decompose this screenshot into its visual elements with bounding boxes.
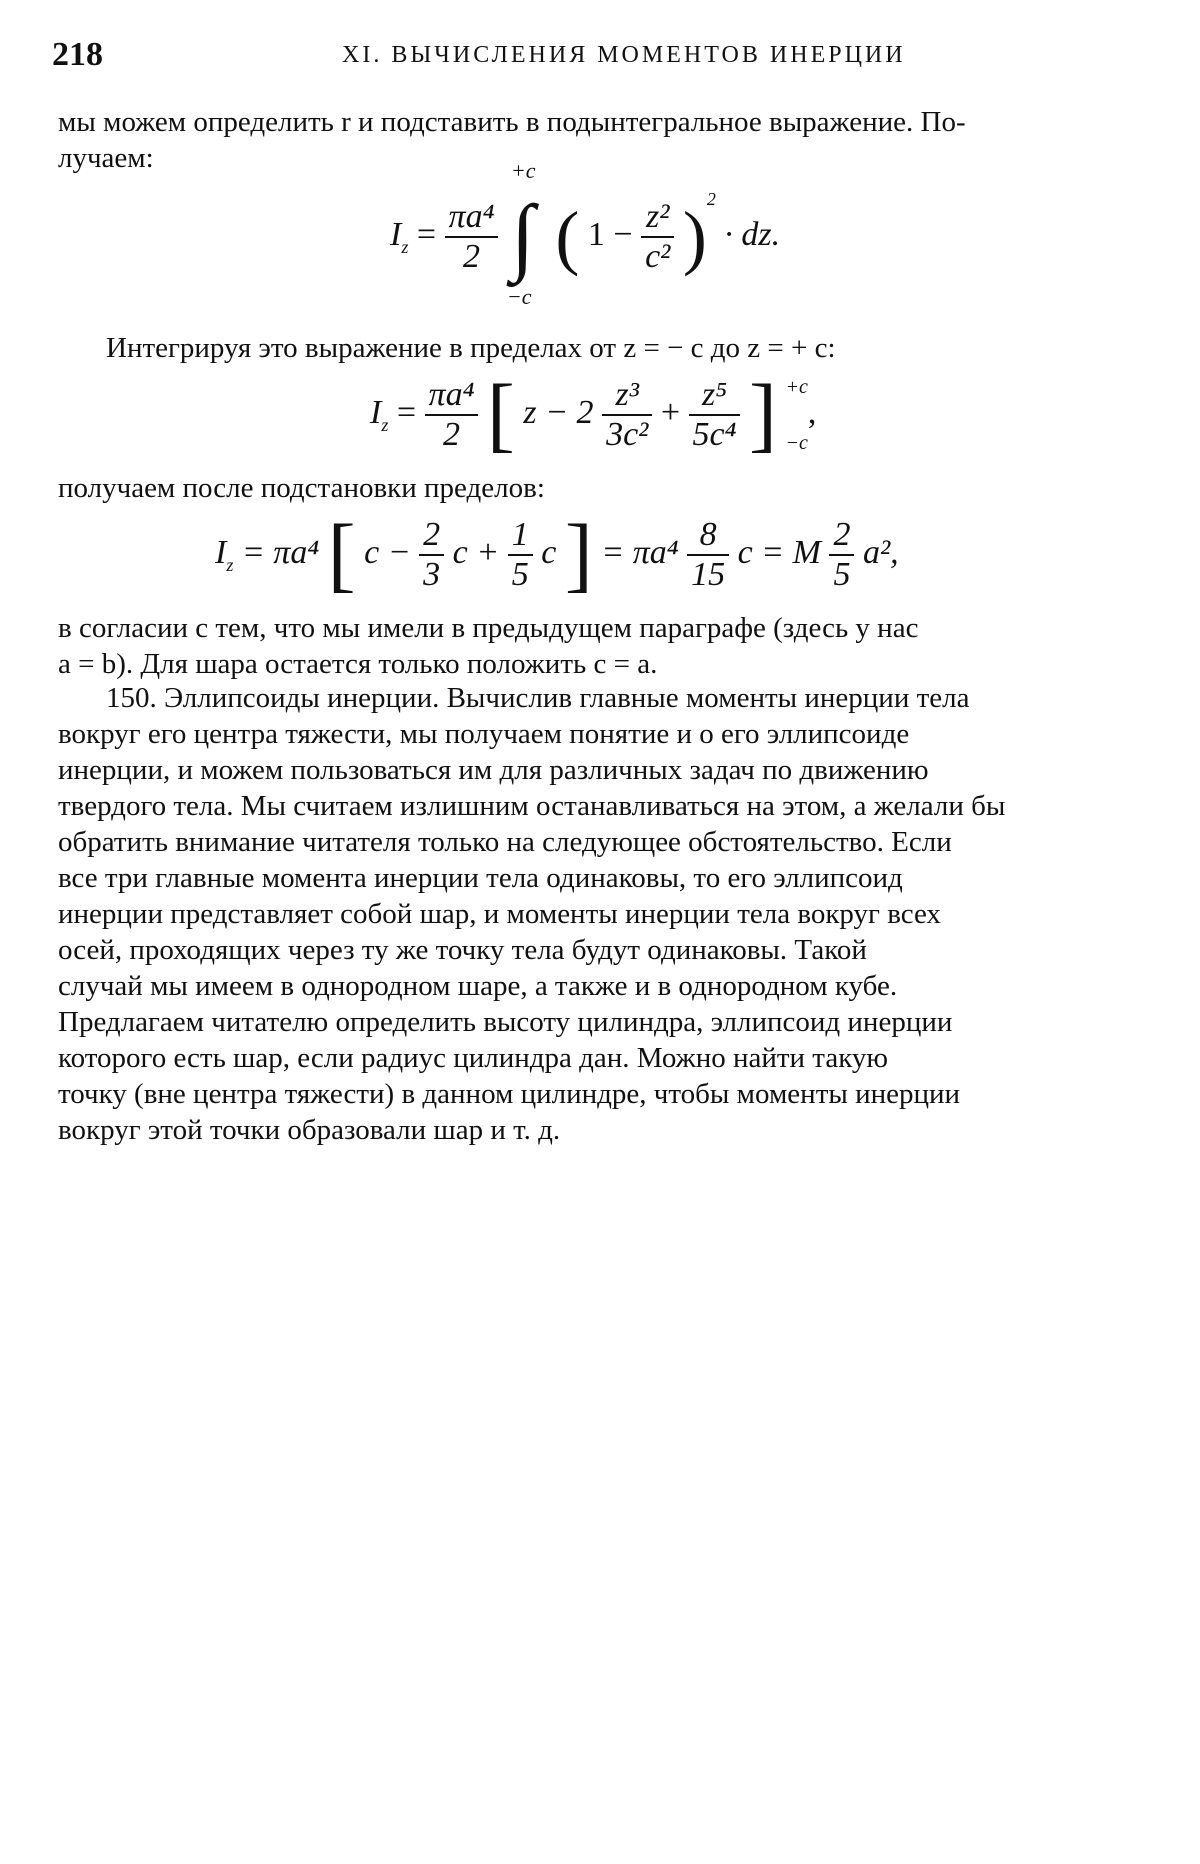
after-substitution-paragraph [58, 470, 1138, 506]
agreement-line-1: в согласии с тем, что мы имели в предыдущем параграфе (здесь у нас [58, 612, 919, 644]
running-title: XI. ВЫЧИСЛЕНИЯ МОМЕНТОВ ИНЕРЦИИ [342, 42, 906, 68]
eq1-coefficient: $\frac{\text{πa⁴}}{2}$ [445, 198, 499, 276]
agreement-line-2: a = b). Для шара остается только положить c = a. [58, 648, 658, 680]
intro-line-1: мы можем определить r и подставить в подынтегральное выражение. По- [58, 106, 966, 138]
integrating-paragraph [58, 330, 1138, 366]
section-line: которого есть шар, если радиус цилиндра дан. Можно найти такую [58, 1042, 889, 1074]
integral-lower-limit: −c [506, 284, 532, 309]
intro-line-2: лучаем: [58, 142, 154, 174]
eq3-lhs: $I_z$ [215, 533, 234, 575]
eq3-fraction-3: $\frac{8}{15}$ [687, 516, 729, 594]
eq1-fraction: $\frac{\text{z²}}{\text{c²}}$ [641, 198, 674, 276]
eq1-one: 1 − [587, 215, 633, 253]
section-line: все три главные момента инерции тела одинаковы, то его эллипсоид [58, 862, 903, 894]
eq2-inner-start: z − 2 [523, 393, 594, 431]
section-line: инерции представляет собой шар, и моменты инерции тела вокруг всех [58, 898, 941, 930]
agreement-paragraph [58, 610, 1138, 682]
equation-antiderivative: $I_z$ = $\frac{\text{πa⁴}}{2}$ [ z − 2 $\frac{\text{z³}}{\text{3c²}}$ + $\frac{\text{z⁵}}{\text{5c⁴}}$ ] +c −c , [370, 368, 817, 461]
section-line: вокруг его центра тяжести, мы получаем понятие и о его эллипсоиде [58, 718, 910, 750]
eq1-lhs: $I_z$ [390, 215, 409, 257]
equation-result: $I_z = \pi a^4$ [ c − $\frac{2}{3}$ c + $\frac{1}{5}$ c ] = πa⁴ $\frac{8}{15}$ c = M $\frac{2}{5}$ a², [215, 508, 899, 601]
after-substitution-line: получаем после подстановки пределов: [58, 472, 545, 504]
section-line: вокруг этой точки образовали шар и т. д. [58, 1114, 561, 1146]
integrating-line: Интегрируя это выражение в пределах от z = − c до z = + c: [106, 332, 836, 364]
section-line: 150. Эллипсоиды инерции. Вычислив главные моменты инерции тела [106, 682, 970, 714]
eq2-lhs: $I_z$ [370, 393, 389, 435]
equation-integral: $I_z$ = $\frac{\text{πa⁴}}{2}$ +c ∫ −c ( 1 − $\frac{\text{z²}}{\text{c²}}$ )$^2$ · dz. [390, 158, 781, 309]
section-line: случай мы имеем в однородном шаре, а также и в однородном кубе. [58, 970, 898, 1002]
eq3-fraction-1: $\frac{2}{3}$ [419, 516, 444, 594]
eq2-limits: +c −c [785, 376, 808, 454]
section-line: обратить внимание читателя только на следующее обстоятельство. Если [58, 826, 952, 858]
page-number: 218 [52, 36, 103, 73]
section-line: Предлагаем читателю определить высоту цилиндра, эллипсоид инерции [58, 1006, 953, 1038]
eq2-coefficient: $\frac{\text{πa⁴}}{2}$ [425, 376, 479, 454]
eq1-tail: · dz. [724, 215, 781, 253]
section-line: твердого тела. Мы считаем излишним останавливаться на этом, а желали бы [58, 790, 1006, 822]
eq2-fraction-1: $\frac{\text{z³}}{\text{3c²}}$ [602, 376, 652, 454]
intro-paragraph [58, 104, 1138, 176]
section-line: инерции, и можем пользоваться им для различных задач по движению [58, 754, 929, 786]
section-line: осей, проходящих через ту же точку тела будут одинаковы. Такой [58, 934, 867, 966]
page-header [52, 36, 1142, 80]
eq3-fraction-4: $\frac{2}{5}$ [829, 516, 854, 594]
integral-upper-limit: +c [510, 158, 536, 183]
section-line: точку (вне центра тяжести) в данном цилиндре, чтобы моменты инерции [58, 1078, 961, 1110]
integral-sign: +c ∫ −c [506, 158, 536, 309]
eq1-power: 2 [706, 188, 716, 209]
eq2-fraction-2: $\frac{\text{z⁵}}{\text{5c⁴}}$ [689, 376, 741, 454]
section-150-paragraph [58, 680, 1138, 1148]
eq3-fraction-2: $\frac{1}{5}$ [508, 516, 533, 594]
